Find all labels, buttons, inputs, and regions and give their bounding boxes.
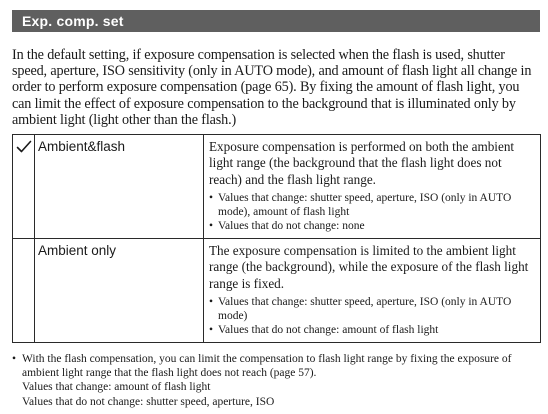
setting-row-ambient-flash [13,135,541,239]
setting-name-cell [35,239,204,343]
list-item [209,323,536,337]
footnote-body: With the flash compensation, you can limit the compensation to flash light range by fixing the exposure of ambient light range that the flash light does not reach (page 57). [22,353,512,380]
section-header [12,10,540,32]
bullet-icon: • [209,220,214,233]
values-list [204,191,540,234]
setting-description-cell [204,135,541,239]
bullet-icon: • [12,353,17,365]
footnote [12,352,540,409]
selection-cell [13,239,35,343]
list-item-text: Values that change: shutter speed, aperture, ISO (only in AUTO mode), amount of flash light [218,191,512,219]
list-item-text: Values that change: shutter speed, aperture, ISO (only in AUTO mode) [218,295,512,323]
settings-table [12,134,541,343]
setting-description: Exposure compensation is performed on both the ambient light range (the background that the flash light does not reach) and the flash light range. [209,139,515,187]
setting-name-ambient-flash: Ambient&flash [38,139,126,154]
bullet-icon: • [209,295,214,308]
footnote-text [12,352,540,380]
selection-cell [13,135,35,239]
setting-name-ambient-only: Ambient only [38,243,117,258]
intro-paragraph: In the default setting, if exposure compensation is selected when the flash is used, shutter speed, aperture, ISO sensitivity (only in AUTO mode), and amount of flash light all change in order to perform exposure compensation (page 65). By fixing the amount of flash light, you can limit the effect of exposure compensation to the background that is illuminated only by ambient light (light other than the flash.) [12,47,532,128]
setting-description-cell [204,239,541,343]
setting-row-ambient-only [13,239,541,343]
checkmark-icon [16,140,32,154]
footnote-values-no-change: Values that do not change: shutter speed, aperture, ISO [22,395,275,408]
bullet-icon: • [209,191,214,204]
list-item [209,295,536,323]
footnote-values-change: Values that change: amount of flash light [22,381,211,394]
values-list [204,295,540,338]
bullet-icon: • [209,324,214,337]
list-item [209,191,536,219]
setting-name-cell [35,135,204,239]
setting-description: The exposure compensation is limited to the ambient light range (the background), while the exposure of the flash light range is fixed. [209,243,529,291]
list-item-text: Values that do not change: amount of flash light [218,324,439,337]
list-item [209,219,536,233]
list-item-text: Values that do not change: none [218,220,365,233]
section-title: Exp. comp. set [22,13,124,29]
